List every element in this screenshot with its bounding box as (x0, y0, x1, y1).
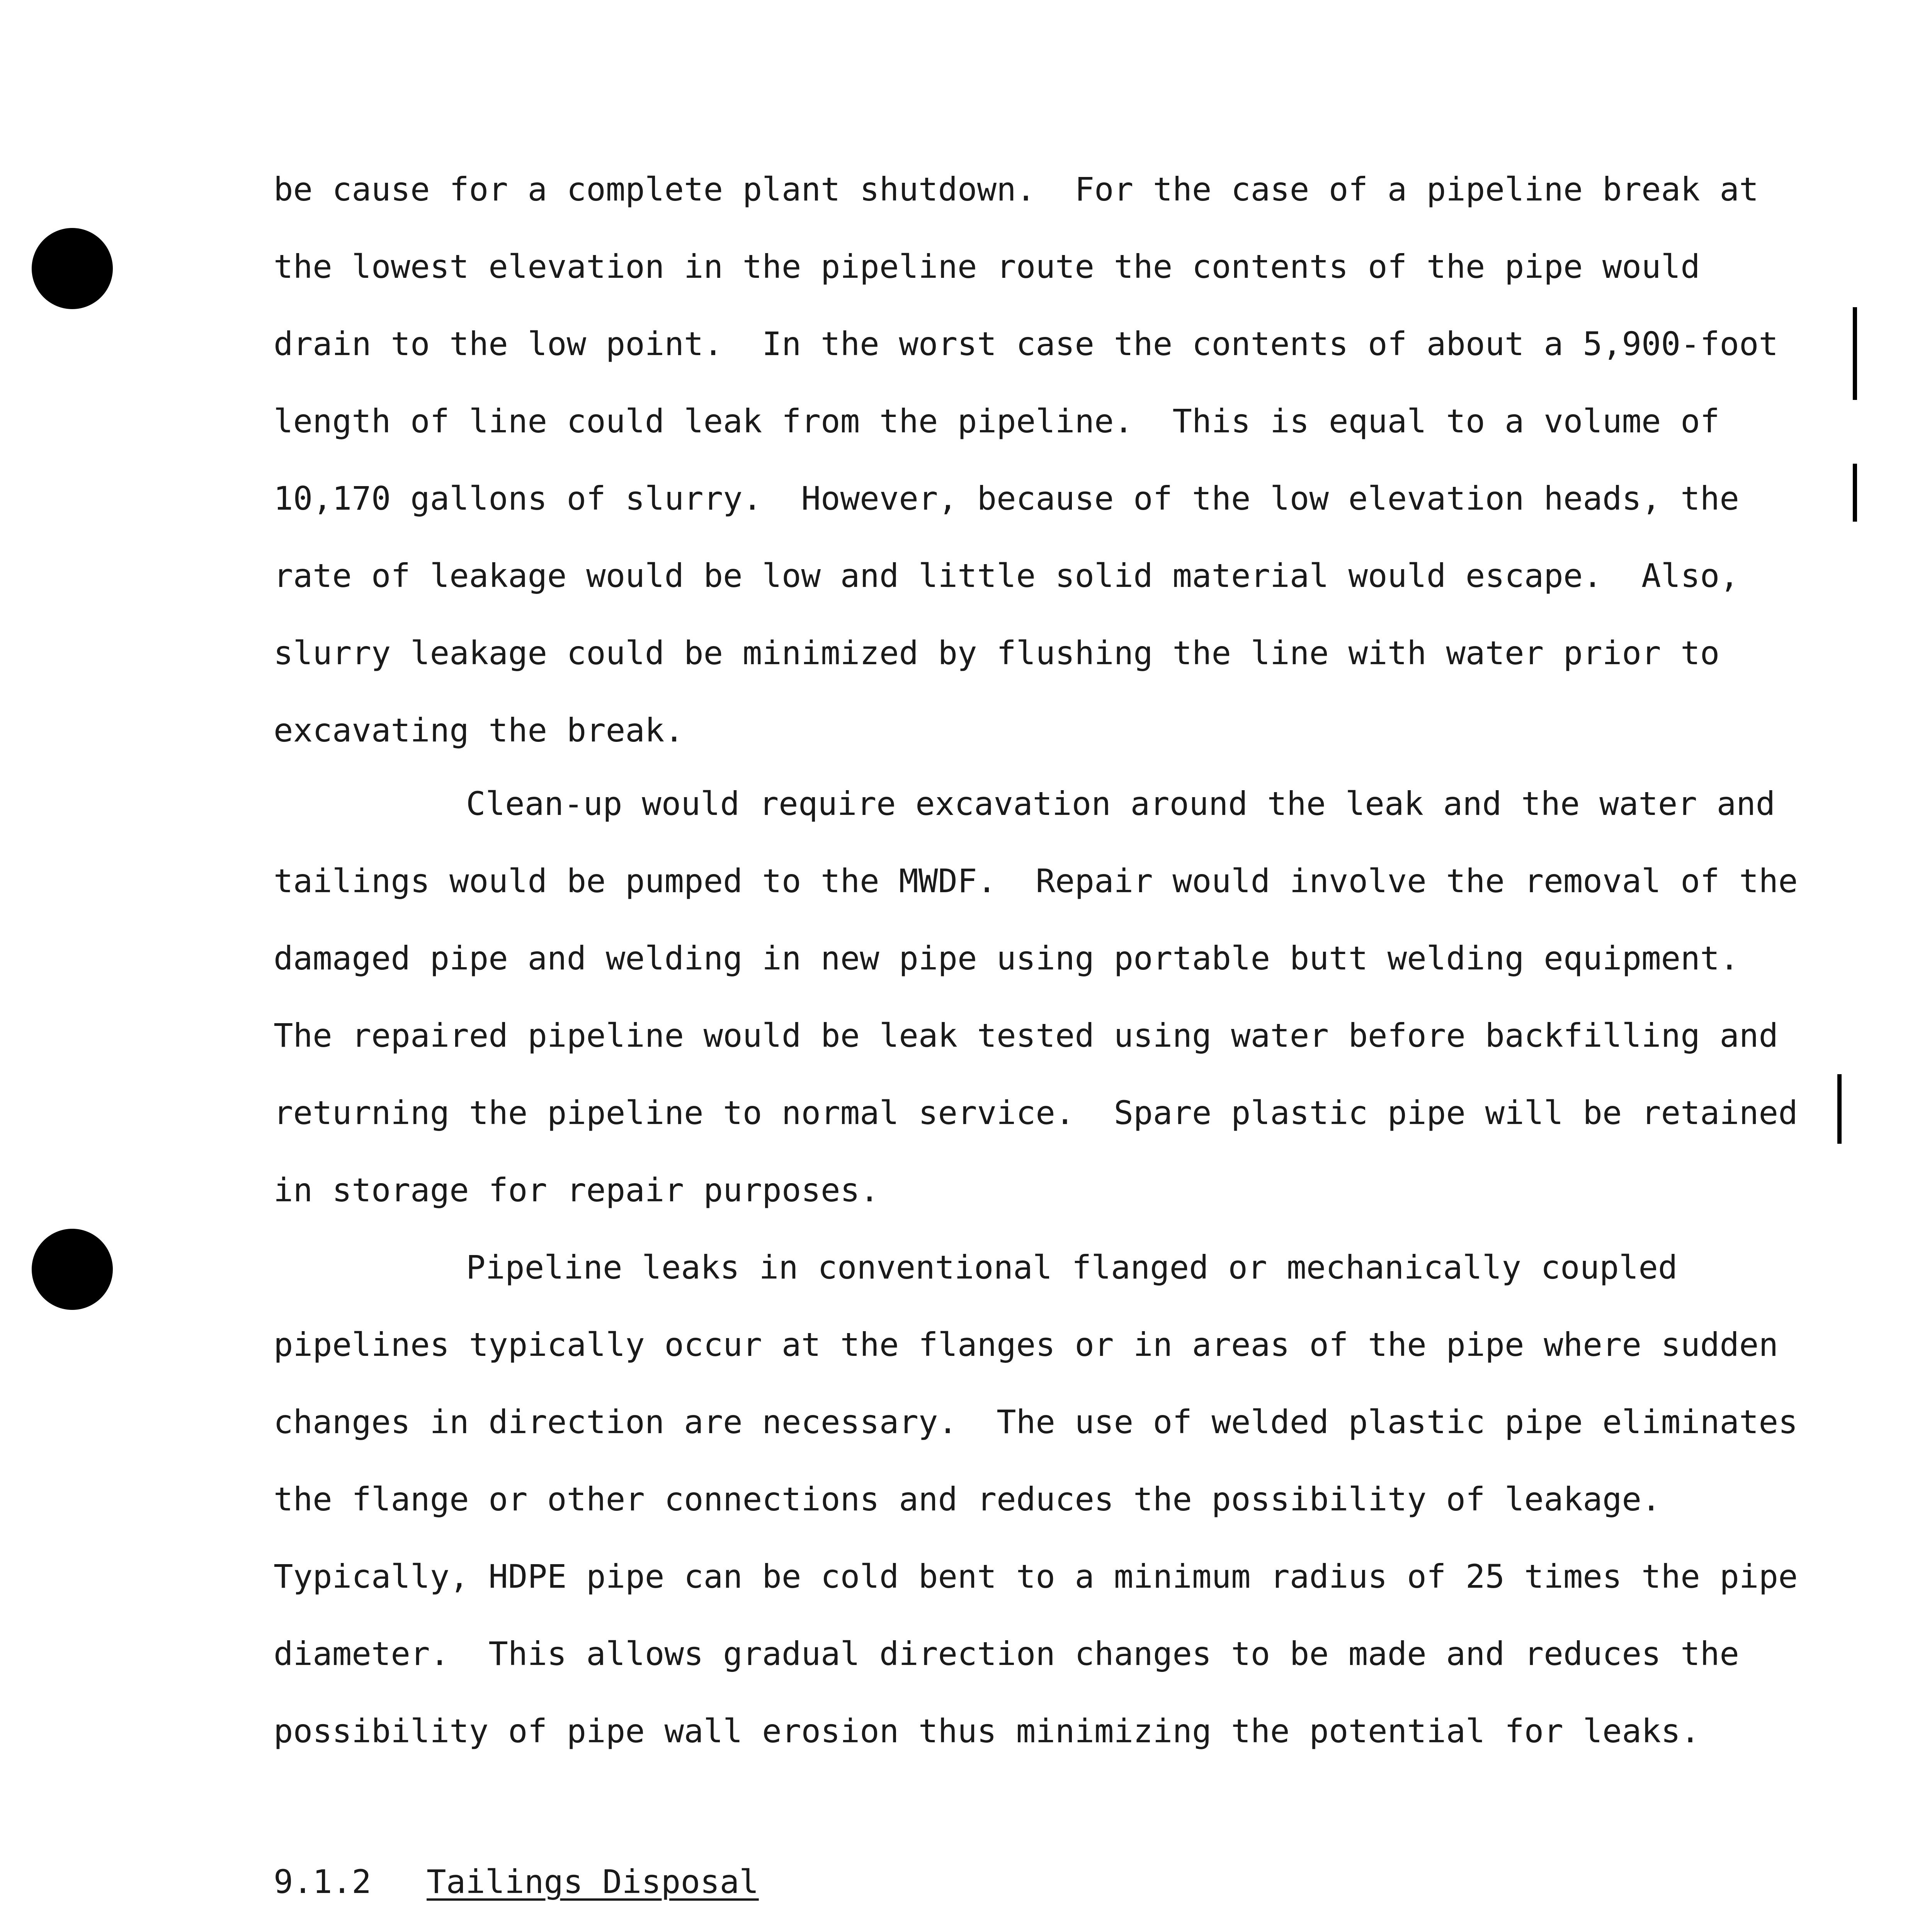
change-bar (1853, 307, 1857, 400)
text-line: possibility of pipe wall erosion thus minimizing the potential for leaks. (274, 1712, 1700, 1750)
text-line: 10,170 gallons of slurry. However, because of the low elevation heads, the (274, 480, 1739, 517)
text-line: Pipeline leaks in conventional flanged or mechanically coupled (466, 1248, 1678, 1286)
text-line: returning the pipeline to normal service. Spare plastic pipe will be retained (274, 1094, 1798, 1132)
text-line: the lowest elevation in the pipeline route the contents of the pipe would (274, 248, 1700, 286)
text-line: Typically, HDPE pipe can be cold bent to a minimum radius of 25 times the pipe (274, 1558, 1798, 1595)
text-line: in storage for repair purposes. (274, 1171, 879, 1209)
section-number: 9.1.2 (274, 1863, 371, 1901)
punch-hole-middle (32, 1229, 113, 1310)
text-line: rate of leakage would be low and little solid material would escape. Also, (274, 557, 1739, 595)
text-line: Clean-up would require excavation around the leak and the water and (466, 785, 1776, 823)
text-line: the flange or other connections and reduces the possibility of leakage. (274, 1480, 1661, 1518)
text-line: damaged pipe and welding in new pipe using portable butt welding equipment. (274, 939, 1739, 977)
text-line: drain to the low point. In the worst case the contents of about a 5,900-foot (274, 325, 1779, 363)
text-line: tailings would be pumped to the MWDF. Repair would involve the removal of the (274, 862, 1798, 900)
text-line: The repaired pipeline would be leak tested using water before backfilling and (274, 1017, 1779, 1054)
text-line: changes in direction are necessary. The use of welded plastic pipe eliminates (274, 1403, 1798, 1441)
text-line: length of line could leak from the pipeline. This is equal to a volume of (274, 402, 1720, 440)
text-line: diameter. This allows gradual direction changes to be made and reduces the (274, 1635, 1739, 1673)
text-line: excavating the break. (274, 711, 684, 749)
section-title: Tailings Disposal (427, 1863, 759, 1901)
text-line: pipelines typically occur at the flanges or in areas of the pipe where sudden (274, 1326, 1779, 1364)
change-bar (1837, 1074, 1842, 1144)
text-line: slurry leakage could be minimized by flushing the line with water prior to (274, 634, 1720, 672)
change-bar (1853, 464, 1857, 522)
punch-hole-top (32, 228, 113, 309)
text-line: be cause for a complete plant shutdown. For the case of a pipeline break at (274, 170, 1759, 208)
